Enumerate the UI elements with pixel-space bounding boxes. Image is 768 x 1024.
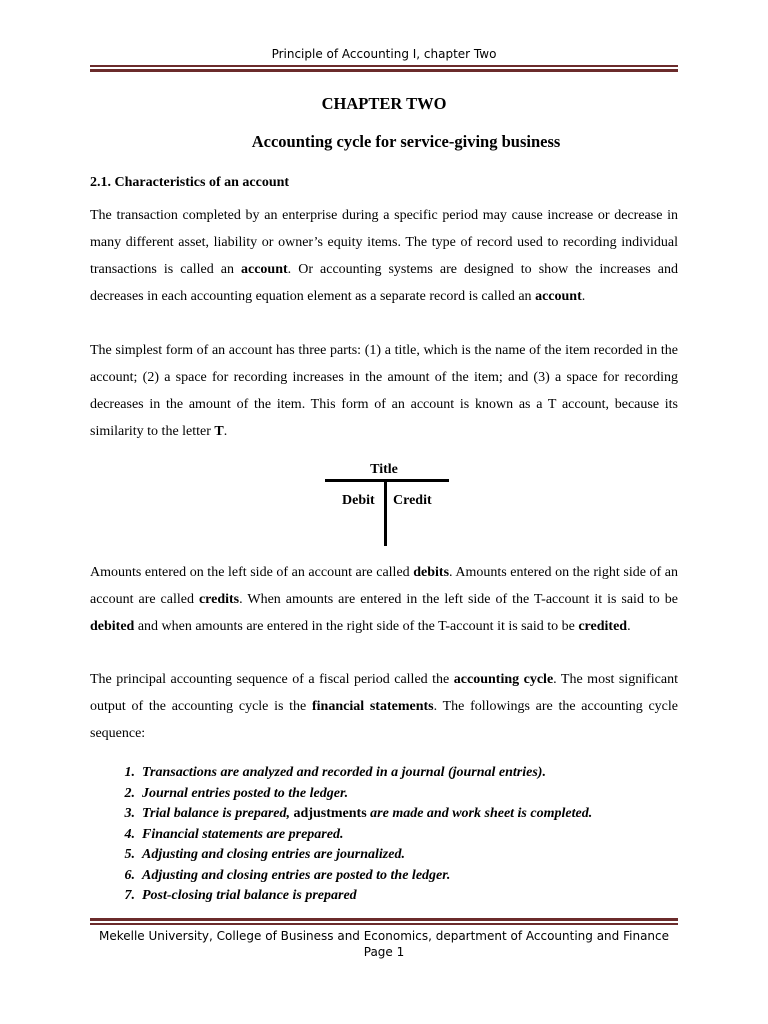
step-number: 2. — [124, 785, 135, 801]
para1-text-2: . Or accounting systems are designed to show the increases and decreases in each accounting equation element as a separate record is called an — [90, 262, 678, 304]
footer-rule-bottom — [90, 923, 678, 925]
step-number: 5. — [124, 847, 135, 862]
step-text: Journal entries posted to the ledger. — [142, 785, 349, 801]
step-number: 4. — [124, 826, 135, 842]
list-item — [90, 763, 678, 784]
t-account-title: Title — [370, 462, 398, 477]
para1-bold-account-1: account — [241, 262, 288, 277]
paragraph-t-account-form — [90, 337, 678, 445]
step-text: Adjusting and closing entries are journalized. — [142, 847, 405, 862]
header-rule-bottom — [90, 69, 678, 72]
section-heading: 2.1. Characteristics of an account — [90, 175, 290, 190]
footer-institution: Mekelle University, College of Business and Economics, department of Accounting and Finance — [98, 929, 670, 943]
accounting-cycle-steps — [90, 763, 678, 907]
para4-text-3: . The followings are the accounting cycle sequence: — [90, 699, 678, 741]
para3-text-5: . — [627, 619, 631, 634]
para2-bold-t: T — [214, 424, 224, 439]
step-text: Post-closing trial balance is prepared — [142, 888, 357, 903]
chapter-subtitle: Accounting cycle for service-giving business — [251, 132, 561, 151]
para3-text-1: Amounts entered on the left side of an account are called — [90, 565, 414, 580]
step-text-adjustments: adjustments — [293, 806, 367, 821]
step-number: 1. — [124, 765, 135, 780]
step-text: Transactions are analyzed and recorded in a journal (journal entries). — [142, 765, 546, 780]
para1-text-3: . — [581, 289, 586, 304]
para4-text-2: . The most significant output of the accounting cycle is the — [90, 672, 679, 714]
chapter-title: CHAPTER TWO — [321, 94, 447, 113]
list-item — [90, 866, 678, 887]
para1-text-1: The transaction completed by an enterprise during a specific period may cause increase or decrease in many different asset, liability or owner’s equity items. The type of record used to recording individual transactions is called an — [90, 208, 678, 277]
header-rule-top — [90, 65, 678, 67]
list-item — [90, 804, 678, 825]
step-number: 7. — [124, 888, 135, 903]
para3-bold-debited: debited — [90, 619, 135, 634]
step-text-part-a: Trial balance is prepared, — [142, 806, 294, 821]
step-text: Financial statements are prepared. — [142, 826, 344, 842]
page-footer — [90, 928, 678, 960]
step-number: 6. — [124, 867, 135, 883]
para3-text-3: . When amounts are entered in the left side of the T-account it is said to be — [239, 592, 678, 607]
page-number: Page 1 — [363, 945, 405, 959]
list-item — [90, 784, 678, 805]
para3-bold-debits: debits — [413, 565, 450, 580]
para4-text-1: The principal accounting sequence of a fiscal period called the — [90, 672, 454, 687]
list-item — [90, 886, 678, 907]
footer-rule-top — [90, 918, 678, 921]
list-item — [90, 825, 678, 846]
para3-text-4: and when amounts are entered in the right side of the T-account it is said to be — [134, 619, 579, 634]
t-account-debit-label: Debit — [342, 493, 375, 508]
para3-text-2: . Amounts entered on the right side of an account are called — [90, 565, 678, 607]
para3-bold-credited: credited — [578, 619, 628, 634]
paragraph-accounting-cycle — [90, 666, 678, 747]
paragraph-account-definition — [90, 202, 678, 310]
para4-bold-accounting-cycle: accounting cycle — [453, 672, 554, 687]
paragraph-debits-credits — [90, 559, 678, 640]
page-header: Principle of Accounting I, chapter Two — [271, 47, 497, 61]
para1-bold-account-2: account — [535, 289, 582, 304]
para4-bold-financial-statements: financial statements — [312, 699, 434, 714]
list-item — [90, 845, 678, 866]
t-account-vertical-line — [384, 480, 387, 546]
t-account-horizontal-line — [325, 479, 449, 482]
t-account-diagram — [322, 460, 450, 550]
step-number: 3. — [124, 806, 135, 821]
t-account-credit-label: Credit — [393, 493, 432, 508]
step-text: Adjusting and closing entries are posted to the ledger. — [142, 867, 451, 883]
para2-text-1: The simplest form of an account has three parts: (1) a title, which is the name of the item recorded in the account; (2) a space for recording increases in the amount of the item; and (3) a space for recording decreases in the amount of the item. This form of an account is known as a T account, because its similarity to the letter — [90, 343, 678, 439]
para3-bold-credits: credits — [198, 592, 240, 607]
para2-text-2: . — [223, 424, 228, 439]
step-text-part-b: are made and work sheet is completed. — [366, 806, 593, 821]
